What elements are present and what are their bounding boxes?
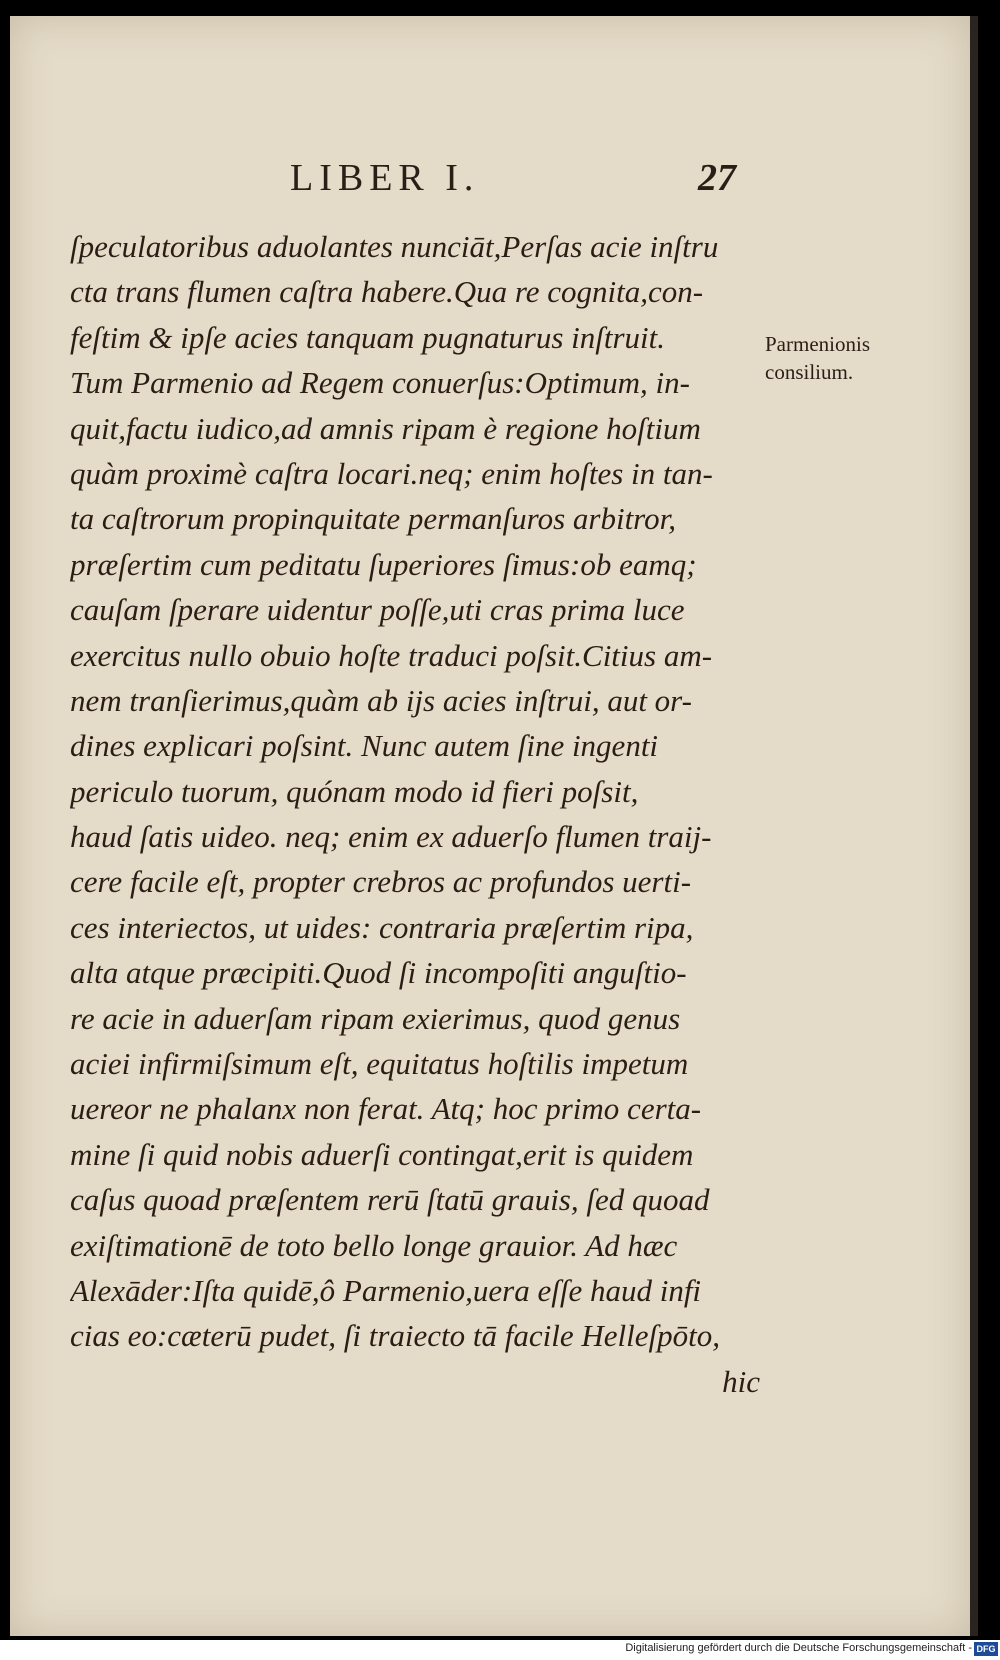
catchword: hic [722,1363,760,1399]
running-title: LIBER I. [290,157,480,199]
dfg-logo: DFG [974,1642,998,1656]
digitization-footer [0,1640,1000,1660]
text-line: cias eo:cæterū pudet, ſi traiecto tā facile Helleſpōto, [70,1318,720,1354]
text-line: præſertim cum peditatu ſuperiores ſimus:ob eamq; [70,546,697,582]
text-line: quit,factu iudico,ad amnis ripam è regione hoſtium [70,410,701,446]
text-line: caſus quoad præſentem rerū ſtatū grauis, ſed quoad [70,1182,710,1218]
marginal-note-line: consilium. [765,360,854,384]
text-line: cauſam ſperare uidentur poſſe,uti cras prima luce [70,592,685,628]
marginal-note [765,330,965,386]
text-line: ta caſtrorum propinquitate permanſuros arbitror, [70,501,676,537]
text-line: ſpeculatoribus aduolantes nunciāt,Perſas acie inſtru [70,229,719,264]
marginal-note-line: Parmenionis [765,332,870,356]
page-edge [970,16,978,1636]
page-header [10,156,970,206]
text-line: alta atque præcipiti.Quod ſi incompoſiti anguſtio- [70,955,687,991]
text-line: cere facile eſt, propter crebros ac profundos uerti- [70,864,692,900]
text-line: Alexāder:Iſta quidē,ô Parmenio,uera eſſe haud infi [70,1272,702,1308]
text-line: dines explicari poſsint. Nunc autem ſine ingenti [70,728,659,764]
page-number: 27 [698,157,736,199]
text-line: exercitus nullo obuio hoſte traduci poſsit.Citius am- [70,637,713,673]
text-line: Tum Parmenio ad Regem conuerſus:Optimum, in- [70,365,690,401]
text-line: periculo tuorum, quónam modo id fieri poſsit, [70,773,639,809]
text-line: quàm proximè caſtra locari.neq; enim hoſtes in tan- [70,455,713,491]
text-line: re acie in aduerſam ripam exierimus, quod genus [70,1000,681,1036]
text-line: cta trans flumen caſtra habere.Qua re cognita,con- [70,274,704,310]
text-line: exiſtimationē de toto bello longe grauior. Ad hæc [70,1227,678,1263]
text-line: mine ſi quid nobis aduerſi contingat,erit is quidem [70,1136,694,1172]
book-page [10,16,970,1636]
text-line: aciei infirmiſsimum eſt, equitatus hoſtilis impetum [70,1046,689,1082]
body-text [70,224,760,1404]
text-line: haud ſatis uideo. neq; enim ex aduerſo flumen traij- [70,819,712,855]
text-line: ces interiectos, ut uides: contraria præſertim ripa, [70,909,694,945]
text-line: feſtim & ipſe acies tanquam pugnaturus inſtruit. [70,319,666,355]
text-line: uereor ne phalanx non ferat. Atq; hoc primo certa- [70,1091,702,1127]
text-line: nem tranſierimus,quàm ab ijs acies inſtrui, aut or- [70,682,692,718]
funding-credit: Digitalisierung gefördert durch die Deutsche Forschungsgemeinschaft - [625,1642,972,1654]
